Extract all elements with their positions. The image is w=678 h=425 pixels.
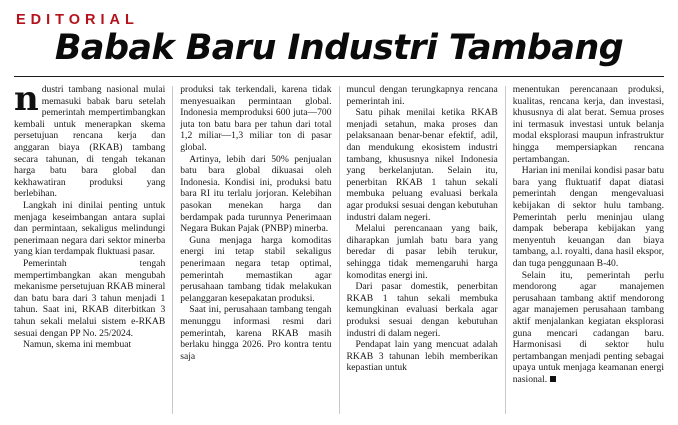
paragraph: produksi tak terkendali, karena tidak menyesuaikan permintaan global. Indonesia memproduksi 600 juta—700 juta ton batu bara per tahun dari total 1,2 miliar—1,3 miliar ton di pasar global. [180, 84, 332, 154]
end-mark-icon [550, 376, 556, 382]
article-column-1 [14, 79, 166, 414]
paragraph-last [513, 270, 664, 386]
paragraph: menentukan perencanaan produksi, kualitas, rencana kerja, dan investasi, khususnya di alat berat. Semua proses ini termasuk investasi untuk belanja modal eksplorasi maupun infrastruktur hingga mempersiapkan rencana pertambangan. [512, 84, 664, 165]
article-column-2 [180, 84, 331, 414]
paragraph: Guna menjaga harga komoditas energi ini tetap stabil sekaligus penerimaan negara tetap optimal, pemerintah memastikan agar perusahaan tambang tidak melakukan pelanggaran kesepakatan produksi. [180, 234, 332, 304]
paragraph: Harian ini menilai kondisi pasar batu bara yang fluktuatif dapat diatasi pemerintah dengan mengevaluasi kebijakan di sektor hulu tambang. Pemerintah perlu meninjau ulang dampak beberapa kebijakan yang menyentuh keuangan dan biaya tambang, a.l. royalti, dana hasil ekspor, dan tuga penggunaan B-40. [512, 165, 664, 269]
paragraph: muncul dengan terungkapnya rencana pemerintah ini. [346, 84, 498, 107]
paragraph: Satu pihak menilai ketika RKAB menjadi setahun, maka proses dan pelaksanaan benar-benar efektif, adil, dan mendukung ekosistem industri tambang, khususnya nikel Indonesia yang berkelanjutan. Selain itu, penerbitan RKAB 1 tahun sekali membuka peluang evaluasi berkala agar produksi sesuai dengan kebutuhan industri dalam negeri. [346, 107, 498, 223]
paragraph: Dari pasar domestik, penerbitan RKAB 1 tahun sekali membuka kemungkinan evaluasi berkala agar produksi sesuai dengan kebutuhan industri di dalam negeri. [346, 281, 498, 339]
paragraph: Saat ini, perusahaan tambang tengah menunggu informasi resmi dari pemerintah, karena RKAB masih berlaku hingga 2026. Pro kontra tentu saja [180, 304, 332, 362]
page-title: Babak Baru Industri Tambang [54, 28, 624, 68]
header-divider [14, 76, 664, 77]
paragraph: Pendapat lain yang mencuat adalah RKAB 3 tahunan lebih memberikan kepastian untuk [346, 339, 498, 374]
article-column-4 [513, 84, 664, 414]
paragraph: ndustri tambang nasional mulai memasuki babak baru setelah pemerintah mempertimbangkan kembali untuk menerapkan skema persetujuan rencana kerja dan anggaran biaya (RKAB) tambang secara tahunan, di tengah tekanan harga batu bara global dan kekhawatiran produksi yang berlebihan. [14, 79, 166, 200]
article-column-3 [347, 84, 498, 414]
section-kicker: EDITORIAL [16, 12, 139, 28]
paragraph: Namun, skema ini membuat [23, 339, 132, 351]
paragraph: Melalui perencanaan yang baik, diharapkan jumlah batu bara yang beredar di pasar lebih terukur, sehingga tidak memengaruhi harga komoditas energi ini. [346, 223, 498, 281]
paragraph-text: Selain itu, pemerintah perlu mendorong agar manajemen perusahaan tambang aktif mendorong agar manajemen perusahaan tambang aktif menjalankan kegiatan eksplorasi guna mencari cadangan baru. Harmonisasi di sektor hulu pertambangan menjadi penting sebagai upaya untuk menjaga keamanan energi nasional. [512, 269, 664, 385]
paragraph: Pemerintah tengah mempertimbangkan akan mengubah mekanisme persetujuan RKAB mineral dan batu bara dari 3 tahun menjadi 1 tahun. Saat ini, RKAB diterbitkan 3 tahun sekali melalui sistem e-RKAB sesuai dengan PP No. 25/2024. [14, 258, 166, 339]
paragraph: Langkah ini dinilai penting untuk menjaga keseimbangan antara suplai dan permintaan, sekaligus melindungi penerimaan negara dari sektor minerba yang kian terdampak fluktuasi pasar. [14, 200, 166, 258]
article-columns [14, 79, 664, 414]
paragraph: Artinya, lebih dari 50% penjualan batu bara global dikuasai oleh Indonesia. Kondisi ini, produksi batu bara RI itu terlalu jorjoran. Kelebihan pasokan menekan harga dan berdampak pada turunnya Penerimaan Negara Bukan Pajak (PNBP) minerba. [180, 153, 332, 235]
